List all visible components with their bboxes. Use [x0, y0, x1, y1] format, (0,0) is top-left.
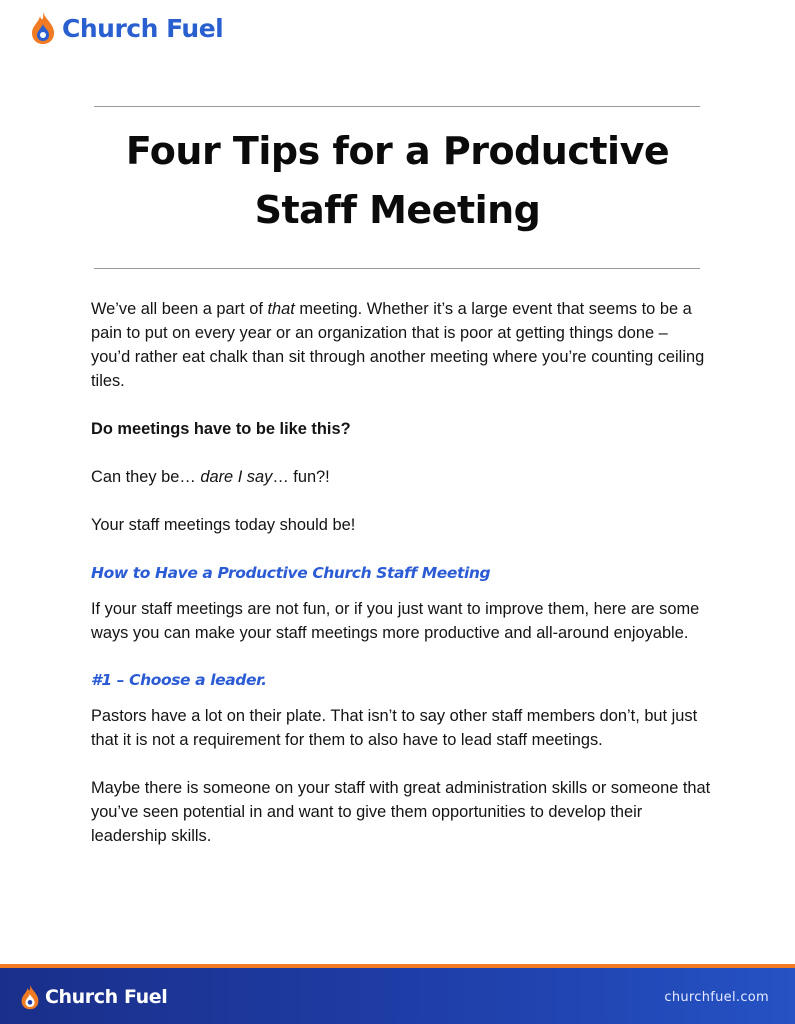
title-line-1: Four Tips for a Productive	[125, 129, 670, 173]
footer-brand-name: Church Fuel	[45, 986, 168, 1008]
tip-1-paragraph-1: Pastors have a lot on their plate. That isn’t to say other staff members don’t, but just that it is not a requirement for them to also have to lead staff meetings.	[91, 707, 698, 749]
title-line-2: Staff Meeting	[254, 188, 541, 232]
header-logo[interactable]	[30, 8, 223, 48]
fun-emphasis: dare I say	[200, 468, 273, 486]
page-footer	[0, 964, 795, 1024]
flame-drop-icon	[30, 11, 56, 45]
today-paragraph: Your staff meetings today should be!	[91, 516, 356, 534]
header-brand-name: Church Fuel	[62, 13, 224, 43]
title-bottom-divider	[94, 268, 700, 269]
page-title	[60, 122, 735, 240]
tip-1-paragraph-2: Maybe there is someone on your staff with great administration skills or someone that you’ve seen potential in and want to give them opportunities to develop their leadership skills.	[91, 779, 711, 845]
intro-text-1: We’ve all been a part of	[91, 300, 268, 318]
tip-1-heading: #1 – Choose a leader.	[91, 671, 267, 689]
fun-text-2: … fun?!	[272, 468, 330, 486]
footer-logo[interactable]	[20, 984, 167, 1010]
section-heading: How to Have a Productive Church Staff Meeting	[91, 564, 491, 582]
flame-drop-icon	[20, 984, 40, 1010]
intro-emphasis: that	[267, 300, 295, 318]
intro-paragraph	[91, 297, 711, 393]
footer-url-link[interactable]: churchfuel.com	[664, 990, 769, 1005]
fun-paragraph	[91, 465, 711, 489]
section-paragraph: If your staff meetings are not fun, or if you just want to improve them, here are some ways you can make your staff meetings more productive and all-around enjoyable.	[91, 600, 700, 642]
question-paragraph: Do meetings have to be like this?	[91, 420, 351, 438]
fun-text-1: Can they be…	[91, 468, 201, 486]
article-body	[91, 297, 711, 872]
title-top-divider	[94, 106, 700, 107]
intro-text-2: meeting. Whether it’s a large event that seems to be a pain to put on every year or an organization that is poor at getting things done – you’d rather eat chalk than sit through another meeting where you’re counting ceiling tiles.	[91, 300, 705, 390]
